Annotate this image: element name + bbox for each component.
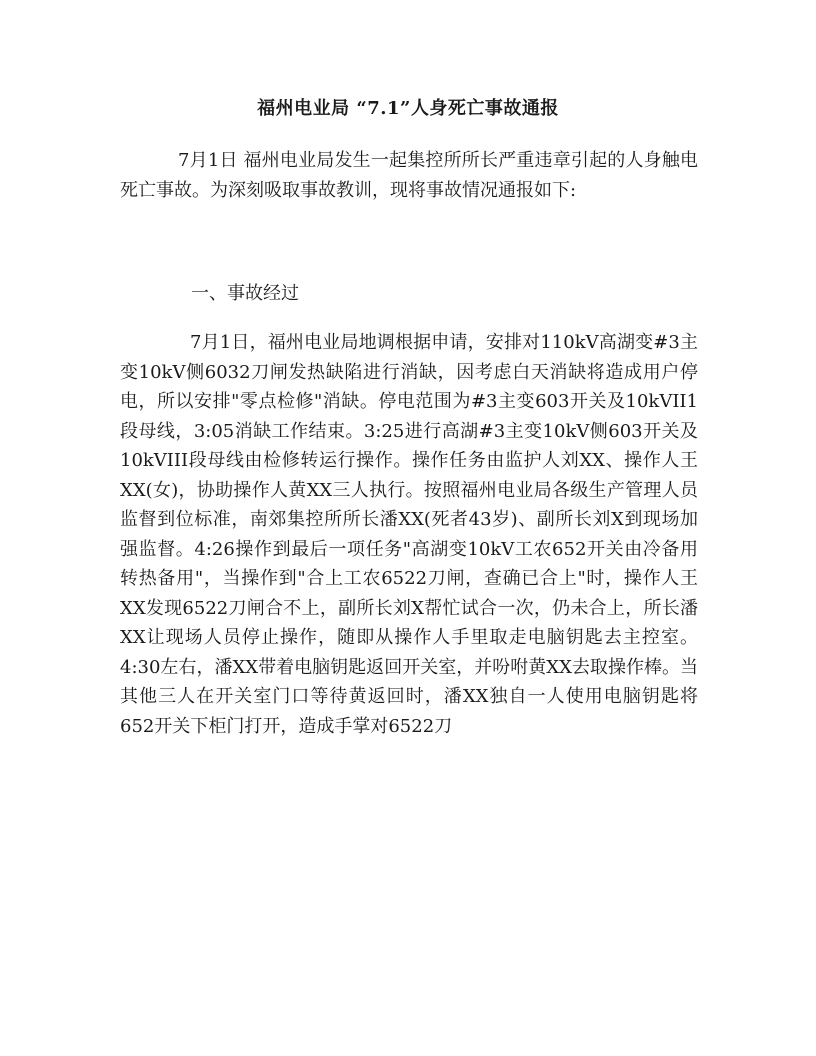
body-paragraph: 7月1日，福州电业局地调根据申请，安排对110kV高湖变#3主变10kV侧6032刀闸发热缺陷进行消缺，因考虑白天消缺将造成用户停电，所以安排"零点检修"消缺。停电范围为#3主变603开关及10kVII1段母线，3:05消缺工作结束。3:25进行高湖#3主变10kV侧603开关及10kVIII段母线由检修转运行操作。操作任务由监护人刘XX、操作人王XX(女)，协助操作人黄XX三人执行。按照福州电业局各级生产管理人员监督到位标准，南郊集控所所长潘XX(死者43岁)、副所长刘X到现场加强监督。4:26操作到最后一项任务"高湖变10kV工农652开关由冷备用转热备用"，当操作到"合上工农6522刀闸，查确已合上"时，操作人王XX发现6522刀闸合不上，副所长刘X帮忙试合一次，仍未合上，所长潘XX让现场人员停止操作，随即从操作人手里取走电脑钥匙去主控室。4:30左右，潘XX带着电脑钥匙返回开关室，并吩咐黄XX去取操作棒。当其他三人在开关室门口等待黄返回时，潘XX独自一人使用电脑钥匙将652开关下柜门打开，造成手掌对6522刀 — [120, 332, 698, 737]
document-title: 福州电业局 “7.1”人身死亡事故通报 — [257, 98, 559, 119]
section-heading: 一、事故经过 — [191, 283, 299, 304]
intro-paragraph: 7月1日 福州电业局发生一起集控所所长严重违章引起的人身触电死亡事故。为深刻吸取事故教训，现将事故情况通报如下: — [120, 150, 698, 201]
